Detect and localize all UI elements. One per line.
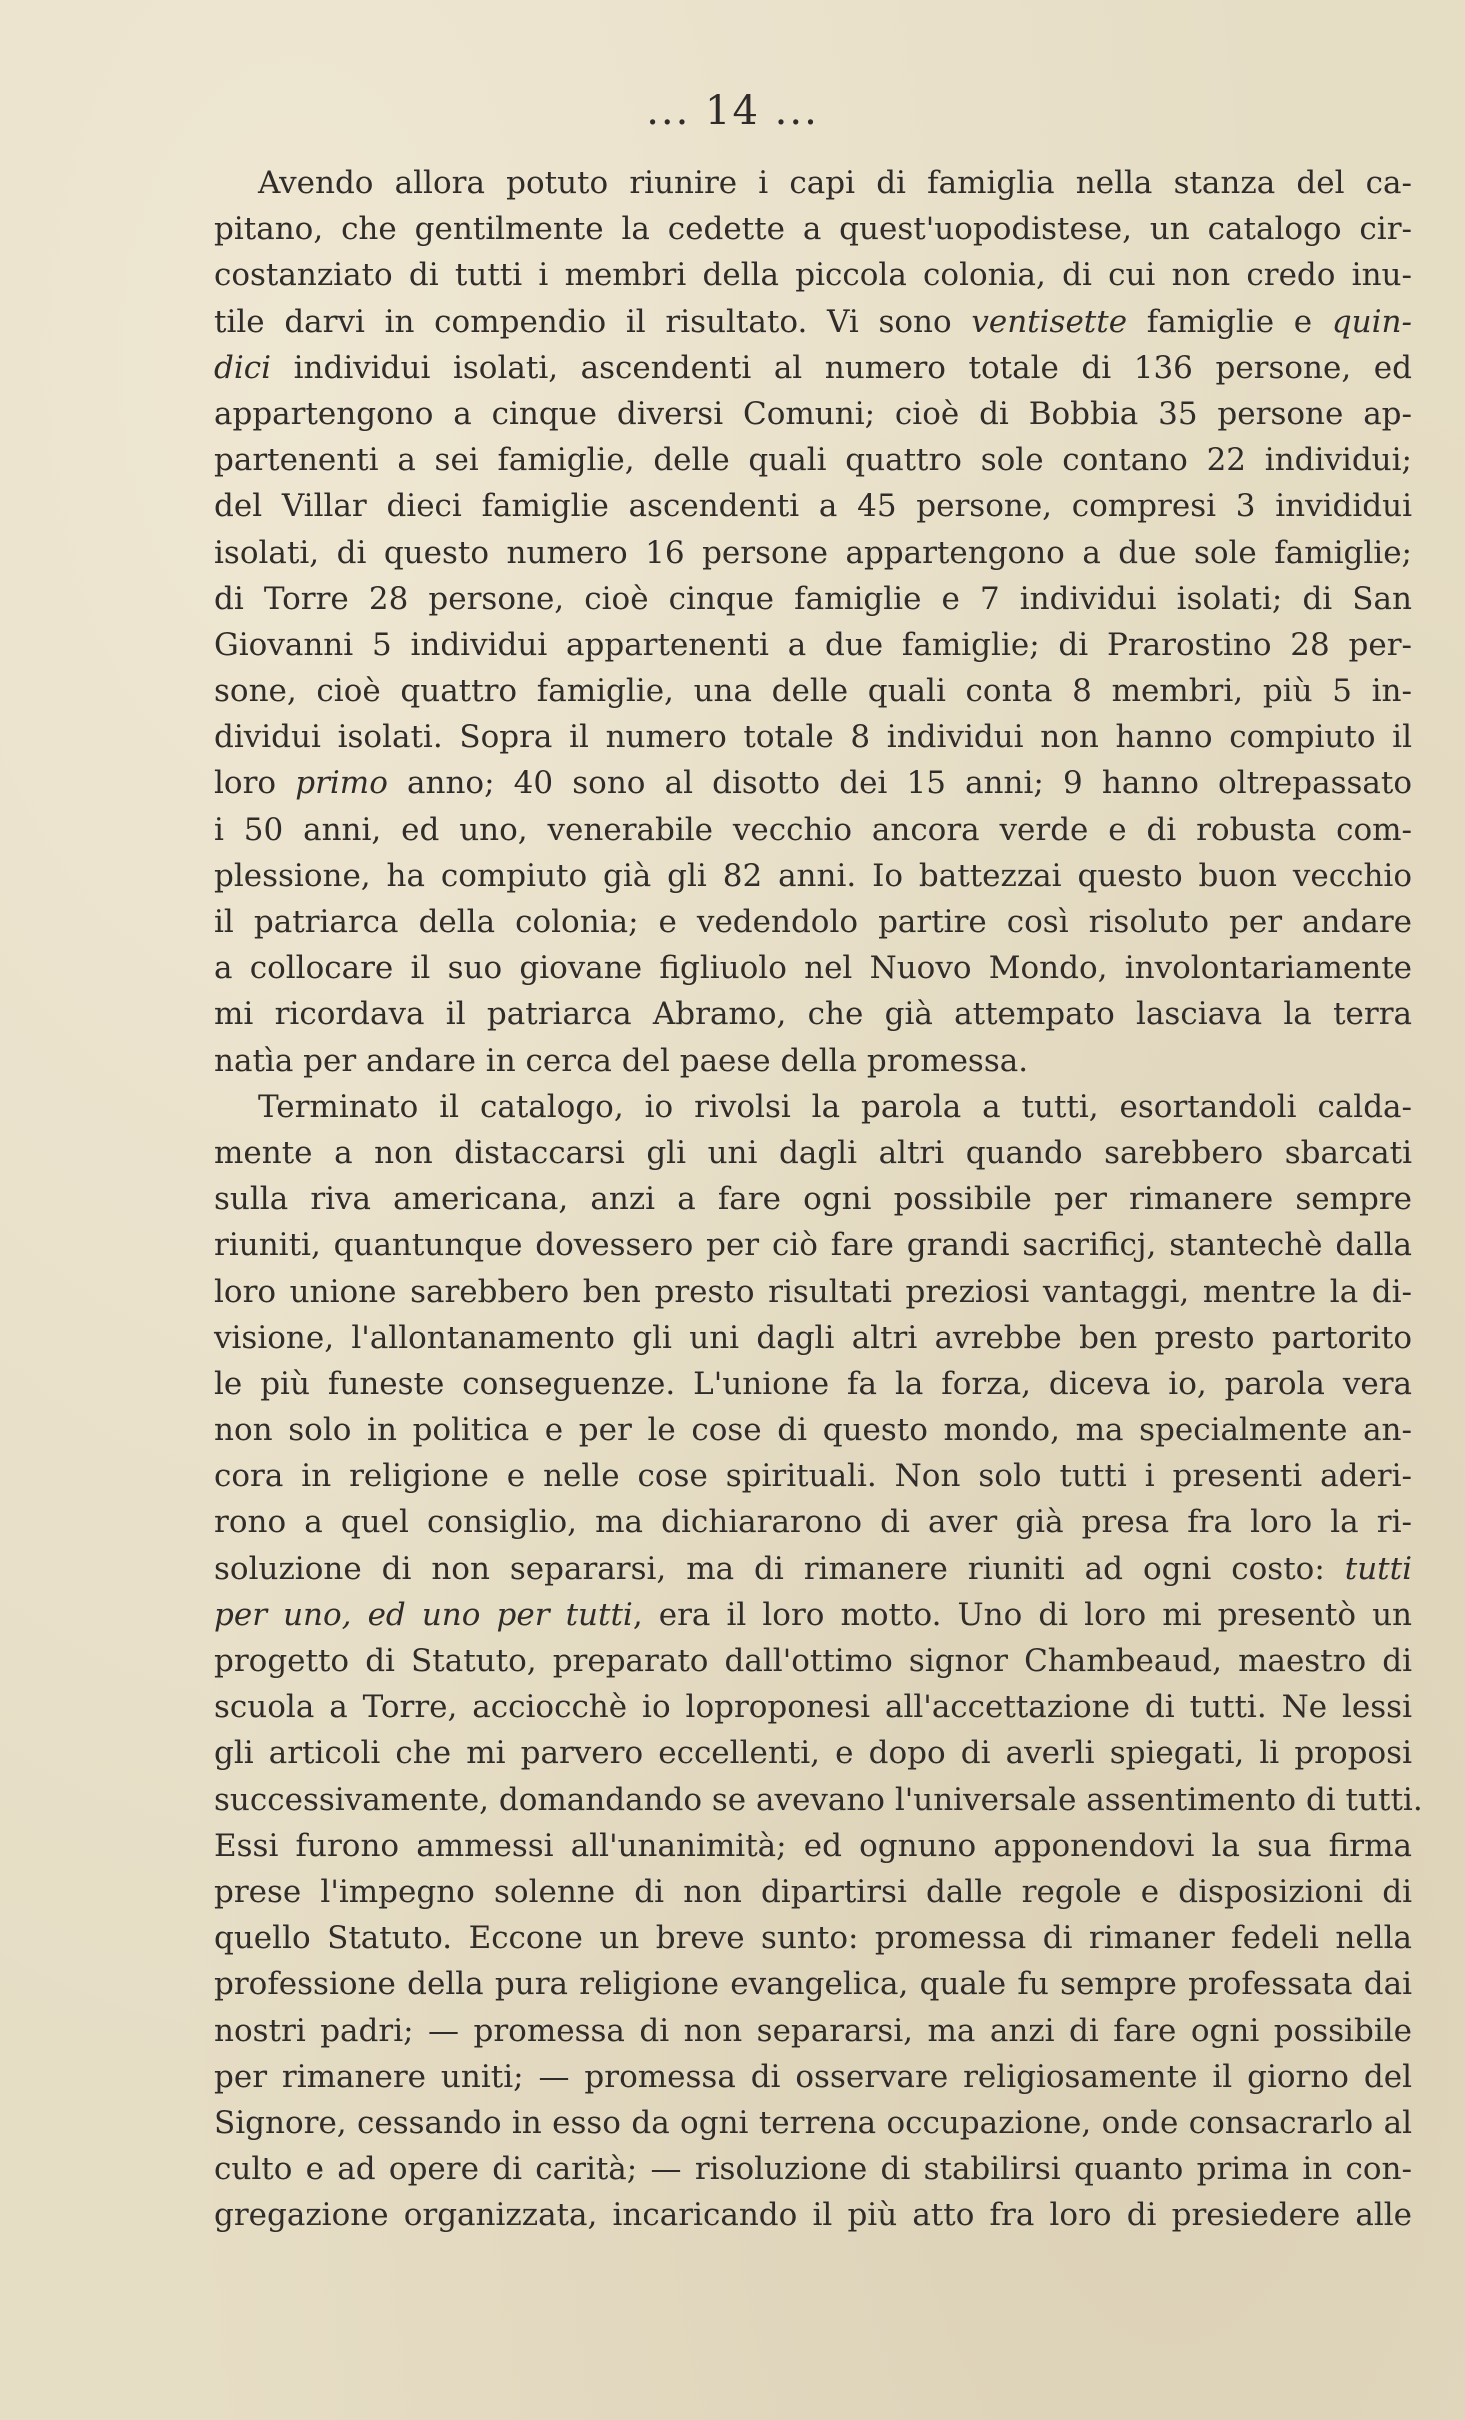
text-line: pitano, che gentilmente la cedette a quest'uopodistese, un catalogo cir- xyxy=(214,211,1412,248)
italic-text: tutti xyxy=(1344,1550,1412,1587)
text-line: cora in religione e nelle cose spirituali. Non solo tutti i presenti aderi- xyxy=(214,1458,1412,1495)
text-line: Avendo allora potuto riunire i capi di famiglia nella stanza del ca- xyxy=(258,165,1412,201)
text-line: quello Statuto. Eccone un breve sunto: promessa di rimaner fedeli nella xyxy=(214,1920,1412,1957)
text-line: loro primo anno; 40 sono al disotto dei 15 anni; 9 hanno oltrepassato xyxy=(214,765,1412,802)
text-line: dici individui isolati, ascendenti al numero totale di 136 persone, ed xyxy=(214,349,1412,386)
text-line: del Villar dieci famiglie ascendenti a 45 persone, compresi 3 invididui xyxy=(214,488,1412,525)
text-line: natìa per andare in cerca del paese della promessa. xyxy=(214,1042,1029,1079)
body-text xyxy=(214,160,1423,2238)
text-line: i 50 anni, ed uno, venerabile vecchio ancora verde e di robusta com- xyxy=(214,811,1412,848)
text-line: professione della pura religione evangelica, quale fu sempre professata dai xyxy=(214,1966,1412,2003)
text-line: plessione, ha compiuto già gli 82 anni. Io battezzai questo buon vecchio xyxy=(214,857,1412,894)
text-line: sone, cioè quattro famiglie, una delle quali conta 8 membri, più 5 in- xyxy=(214,673,1412,710)
italic-text: ventisette xyxy=(971,303,1128,340)
text-line: successivamente, domandando se avevano l'universale assentimento di tutti. xyxy=(214,1781,1423,1818)
italic-text: per uno, ed uno per tutti xyxy=(214,1596,633,1633)
text-line: mente a non distaccarsi gli uni dagli altri quando sarebbero sbarcati xyxy=(214,1134,1412,1171)
text-line: isolati, di questo numero 16 persone appartengono a due sole famiglie; xyxy=(214,534,1412,571)
text-line: loro unione sarebbero ben presto risultati preziosi vantaggi, mentre la di- xyxy=(214,1273,1412,1310)
text-line: Signore, cessando in esso da ogni terrena occupazione, onde consacrarlo al xyxy=(214,2104,1412,2141)
text-line: gregazione organizzata, incaricando il più atto fra loro di presiedere alle xyxy=(214,2197,1412,2234)
text-line: non solo in politica e per le cose di questo mondo, ma specialmente an- xyxy=(214,1412,1412,1449)
text-line: Essi furono ammessi all'unanimità; ed ognuno apponendovi la sua firma xyxy=(214,1827,1412,1864)
text-line: appartengono a cinque diversi Comuni; cioè di Bobbia 35 persone ap- xyxy=(214,395,1412,432)
text-line: sulla riva americana, anzi a fare ogni possibile per rimanere sempre xyxy=(214,1181,1412,1218)
text-line: partenenti a sei famiglie, delle quali quattro sole contano 22 individui; xyxy=(214,442,1412,479)
italic-text: dici xyxy=(214,349,272,386)
text-line: il patriarca della colonia; e vedendolo partire così risoluto per andare xyxy=(214,904,1412,940)
text-line: riuniti, quantunque dovessero per ciò fare grandi sacrificj, stantechè dalla xyxy=(214,1227,1412,1264)
text-line: a collocare il suo giovane figliuolo nel Nuovo Mondo, involontariamente xyxy=(214,950,1412,987)
text-line: costanziato di tutti i membri della piccola colonia, di cui non credo inu- xyxy=(214,257,1412,294)
text-line: visione, l'allontanamento gli uni dagli altri avrebbe ben presto partorito xyxy=(214,1319,1412,1356)
text-line: tile darvi in compendio il risultato. Vi sono ventisette famiglie e quin- xyxy=(214,303,1412,340)
text-line: rono a quel consiglio, ma dichiararono di aver già presa fra loro la ri- xyxy=(214,1504,1412,1541)
text-line: soluzione di non separarsi, ma di rimanere riuniti ad ogni costo: tutti xyxy=(214,1550,1412,1587)
text-line: scuola a Torre, acciocchè io loproponesi all'accettazione di tutti. Ne lessi xyxy=(214,1689,1412,1726)
text-line: le più funeste conseguenze. L'unione fa la forza, diceva io, parola vera xyxy=(214,1365,1412,1402)
text-line: dividui isolati. Sopra il numero totale 8 individui non hanno compiuto il xyxy=(214,719,1412,756)
text-line: progetto di Statuto, preparato dall'ottimo signor Chambeaud, maestro di xyxy=(214,1643,1412,1679)
text-line: Terminato il catalogo, io rivolsi la parola a tutti, esortandoli calda- xyxy=(258,1088,1412,1125)
text-line: gli articoli che mi parvero eccellenti, e dopo di averli spiegati, li proposi xyxy=(214,1735,1412,1772)
text-line: per rimanere uniti; — promessa di osservare religiosamente il giorno del xyxy=(214,2058,1412,2095)
italic-text: primo xyxy=(295,765,388,802)
text-line: culto e ad opere di carità; — risoluzione di stabilirsi quanto prima in con- xyxy=(214,2151,1412,2188)
text-line: prese l'impegno solenne di non dipartirsi dalle regole e disposizioni di xyxy=(214,1873,1412,1910)
text-line: mi ricordava il patriarca Abramo, che già attempato lasciava la terra xyxy=(214,996,1412,1033)
text-line: di Torre 28 persone, cioè cinque famiglie e 7 individui isolati; di San xyxy=(214,580,1412,617)
page-number: ... 14 ... xyxy=(646,88,819,134)
text-line: Giovanni 5 individui appartenenti a due famiglie; di Prarostino 28 per- xyxy=(214,626,1412,663)
italic-text: quin- xyxy=(1331,303,1412,340)
text-line: per uno, ed uno per tutti, era il loro motto. Uno di loro mi presentò un xyxy=(214,1596,1412,1633)
text-line: nostri padri; — promessa di non separarsi, ma anzi di fare ogni possibile xyxy=(214,2012,1412,2049)
